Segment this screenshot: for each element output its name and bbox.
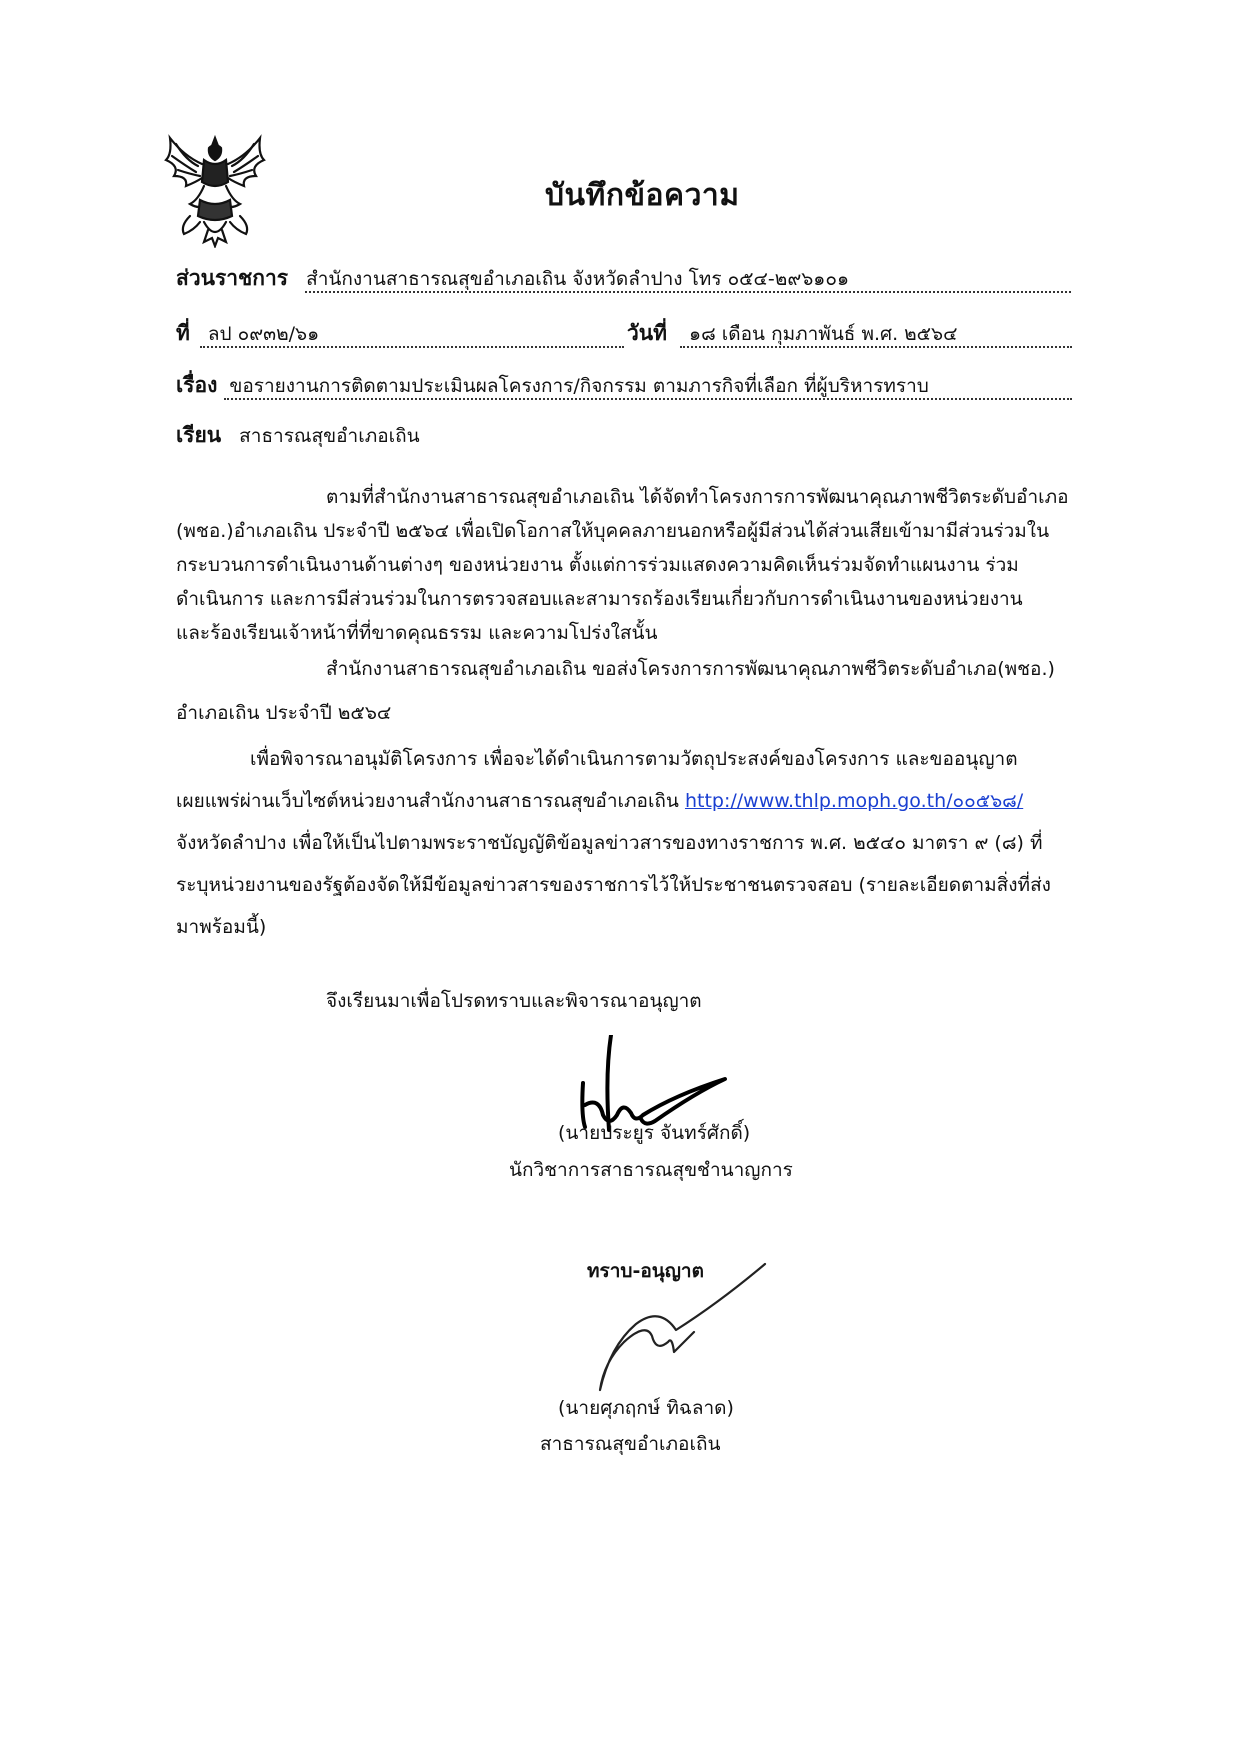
- approver-position: สาธารณสุขอำเภอเถิน: [540, 1433, 721, 1455]
- paragraph-3-line-5: มาพร้อมนี้): [176, 916, 267, 938]
- salutation-value: สาธารณสุขอำเภอเถิน: [239, 425, 420, 447]
- subject-value: ขอรายงานการติดตามประเมินผลโครงการ/กิจกรรม ตามภารกิจที่เลือก ที่ผู้บริหารทราบ: [229, 375, 929, 397]
- date-dotted-line: [680, 346, 1072, 348]
- paragraph-3-line-3: จังหวัดลำปาง เพื่อให้เป็นไปตามพระราชบัญญัติข้อมูลข่าวสารของทางราชการ พ.ศ. ๒๕๔๐ มาตรา ๙ (๘) ที่: [176, 832, 1043, 854]
- date-label: วันที่: [627, 321, 667, 345]
- paragraph-3-line-2: [176, 786, 1023, 816]
- salutation-label: เรียน: [176, 423, 222, 447]
- signature-2-icon: [590, 1262, 770, 1402]
- reference-dotted-line: [200, 346, 624, 348]
- paragraph-1-line-5: และร้องเรียนเจ้าหน้าที่ที่ขาดคุณธรรม และความโปร่งใสนั้น: [176, 622, 658, 644]
- date-value: ๑๘ เดือน กุมภาพันธ์ พ.ศ. ๒๕๖๔: [689, 323, 958, 345]
- website-link[interactable]: http://www.thlp.moph.go.th/๐๐๕๖๘/: [684, 790, 1024, 812]
- signer-1-name: (นายประยูร จันทร์ศักดิ์): [558, 1122, 751, 1144]
- reference-label: ที่: [176, 321, 190, 345]
- approval-label: ทราบ-อนุญาต: [587, 1260, 704, 1282]
- department-value: สำนักงานสาธารณสุขอำเภอเถิน จังหวัดลำปาง โทร ๐๕๔-๒๙๖๑๐๑: [306, 268, 850, 290]
- document-title: บันทึกข้อความ: [545, 178, 740, 213]
- paragraph-1-line-1: ตามที่สำนักงานสาธารณสุขอำเภอเถิน ได้จัดทำโครงการการพัฒนาคุณภาพชีวิตระดับอำเภอ: [326, 486, 1069, 508]
- subject-dotted-line: [224, 398, 1072, 400]
- signer-1-position: นักวิชาการสาธารณสุขชำนาญการ: [509, 1159, 793, 1181]
- department-dotted-line: [305, 291, 1071, 293]
- paragraph-3-line-1: เพื่อพิจารณาอนุมัติโครงการ เพื่อจะได้ดำเนินการตามวัตถุประสงค์ของโครงการ และขออนุญาต: [250, 748, 1018, 770]
- paragraph-3-line-4: ระบุหน่วยงานของรัฐต้องจัดให้มีข้อมูลข่าวสารของราชการไว้ให้ประชาชนตรวจสอบ (รายละเอียดตามสิ่งที่ส่ง: [176, 874, 1051, 896]
- subject-label: เรื่อง: [176, 373, 218, 397]
- approver-name: (นายศุภฤกษ์ ทิฉลาด): [558, 1397, 734, 1419]
- paragraph-3-line-2-text: เผยแพร่ผ่านเว็บไซต์หน่วยงานสำนักงานสาธารณสุขอำเภอเถิน: [176, 790, 685, 812]
- closing-sentence: จึงเรียนมาเพื่อโปรดทราบและพิจารณาอนุญาต: [326, 990, 702, 1012]
- salutation-row: [176, 419, 420, 452]
- paragraph-2-line-1: สำนักงานสาธารณสุขอำเภอเถิน ขอส่งโครงการการพัฒนาคุณภาพชีวิตระดับอำเภอ(พชอ.): [326, 658, 1055, 680]
- paragraph-1-line-3: กระบวนการดำเนินงานด้านต่างๆ ของหน่วยงาน ตั้งแต่การร่วมแสดงความคิดเห็นร่วมจัดทำแผนงาน ร่วม: [176, 554, 1019, 576]
- garuda-emblem-icon: [160, 130, 270, 248]
- reference-value: ลป ๐๙๓๒/๖๑: [207, 323, 320, 345]
- paragraph-1-line-2: (พชอ.)อำเภอเถิน ประจำปี ๒๕๖๔ เพื่อเปิดโอกาสให้บุคคลภายนอกหรือผู้มีส่วนได้ส่วนเสียเข้ามามีส่วนร่วมใน: [176, 520, 1050, 542]
- paragraph-2-line-2: อำเภอเถิน ประจำปี ๒๕๖๔: [176, 702, 392, 724]
- department-label: ส่วนราชการ: [176, 266, 289, 290]
- paragraph-1-line-4: ดำเนินการ และการมีส่วนร่วมในการตรวจสอบและสามารถร้องเรียนเกี่ยวกับการดำเนินงานของหน่วยงาน: [176, 588, 1023, 610]
